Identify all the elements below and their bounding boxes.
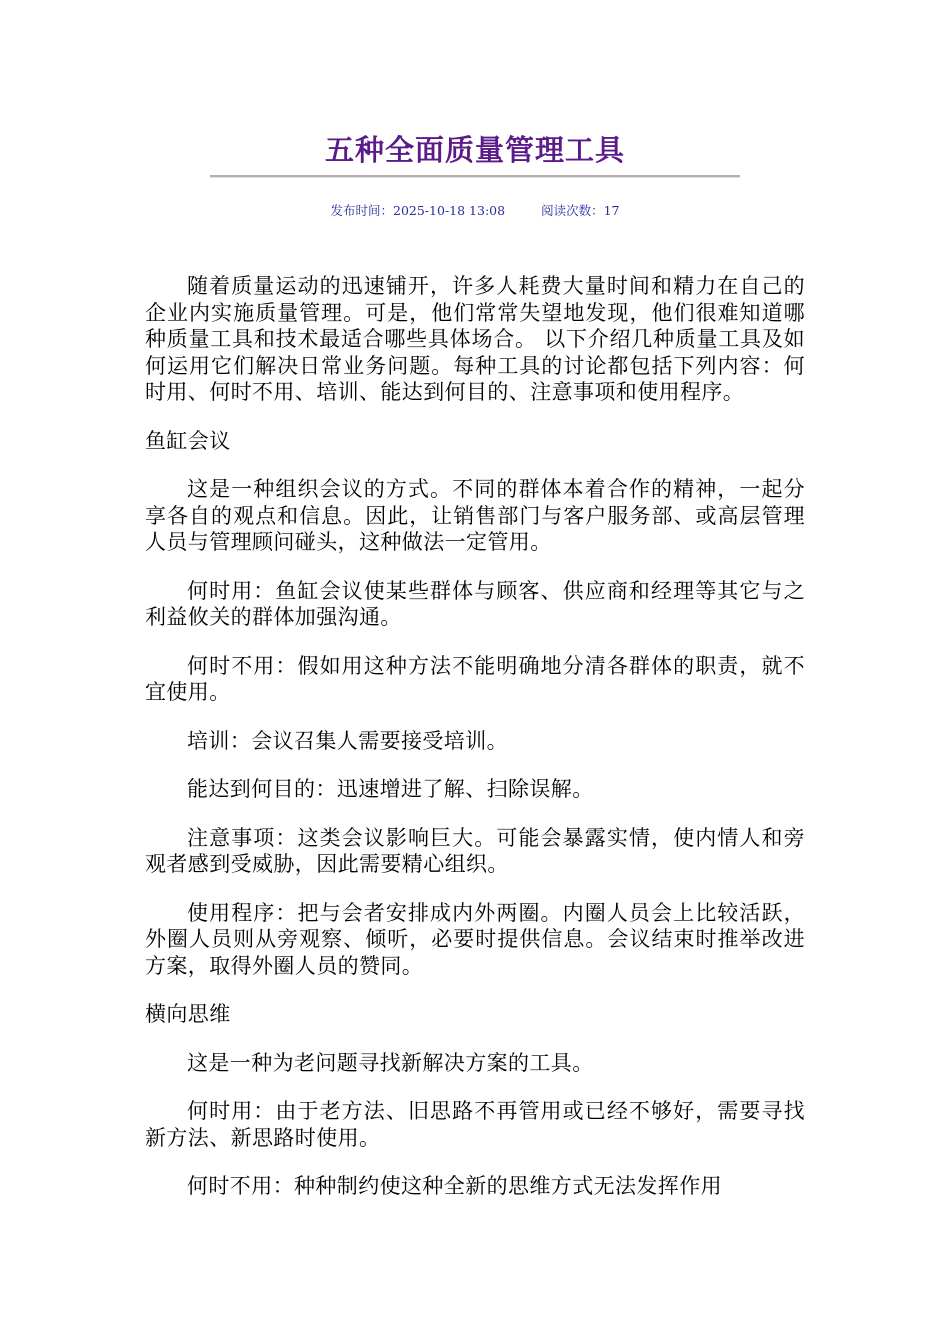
article-body [145, 273, 805, 1222]
fishbowl-when-to-use: 何时用：鱼缸会议使某些群体与顾客、供应商和经理等其它与之利益攸关的群体加强沟通。 [145, 578, 805, 629]
article-meta [0, 202, 950, 220]
read-count-value: 17 [603, 203, 620, 218]
lateral-when-to-use: 何时用：由于老方法、旧思路不再管用或已经不够好，需要寻找新方法、新思路时使用。 [145, 1099, 805, 1150]
fishbowl-procedure: 使用程序：把与会者安排成内外两圈。内圈人员会上比较活跃，外圈人员则从旁观察、倾听，必要时提供信息。会议结束时推举改进方案，取得外圈人员的赞同。 [145, 900, 805, 978]
fishbowl-goal: 能达到何目的：迅速增进了解、扫除误解。 [187, 777, 594, 801]
intro-paragraph: 随着质量运动的迅速铺开，许多人耗费大量时间和精力在自己的企业内实施质量管理。可是，他们常常失望地发现，他们很难知道哪种质量工具和技术最适合哪些具体场合。 以下介绍几种质量工具及如何运用它们解决日常业务问题。每种工具的讨论都包括下列内容：何时用、何时不用、培训、能达到何目的、注意事项和使用程序。 [145, 274, 805, 404]
page-title: 五种全面质量管理工具 [324, 133, 625, 167]
publish-time-label: 发布时间： [330, 203, 393, 218]
fishbowl-when-not-to-use: 何时不用：假如用这种方法不能明确地分清各群体的职责，就不宜使用。 [145, 653, 805, 704]
lateral-when-not-to-use: 何时不用：种种制约使这种全新的思维方式无法发挥作用 [187, 1174, 722, 1198]
fishbowl-description: 这是一种组织会议的方式。不同的群体本着合作的精神，一起分享各自的观点和信息。因此，让销售部门与客户服务部、或高层管理人员与管理顾问碰头，这种做法一定管用。 [145, 477, 805, 554]
lateral-description: 这是一种为老问题寻找新解决方案的工具。 [187, 1050, 594, 1075]
title-divider [210, 175, 740, 178]
fishbowl-training: 培训：会议召集人需要接受培训。 [187, 728, 508, 753]
fishbowl-notes: 注意事项：这类会议影响巨大。可能会暴露实情，使内情人和旁观者感到受威胁，因此需要精心组织。 [145, 825, 805, 876]
section-heading-fishbowl: 鱼缸会议 [145, 428, 231, 453]
section-heading-lateral-thinking: 横向思维 [145, 1002, 231, 1026]
publish-time-value: 2025-10-18 13:08 [393, 203, 506, 218]
read-count-label: 阅读次数： [541, 203, 604, 218]
